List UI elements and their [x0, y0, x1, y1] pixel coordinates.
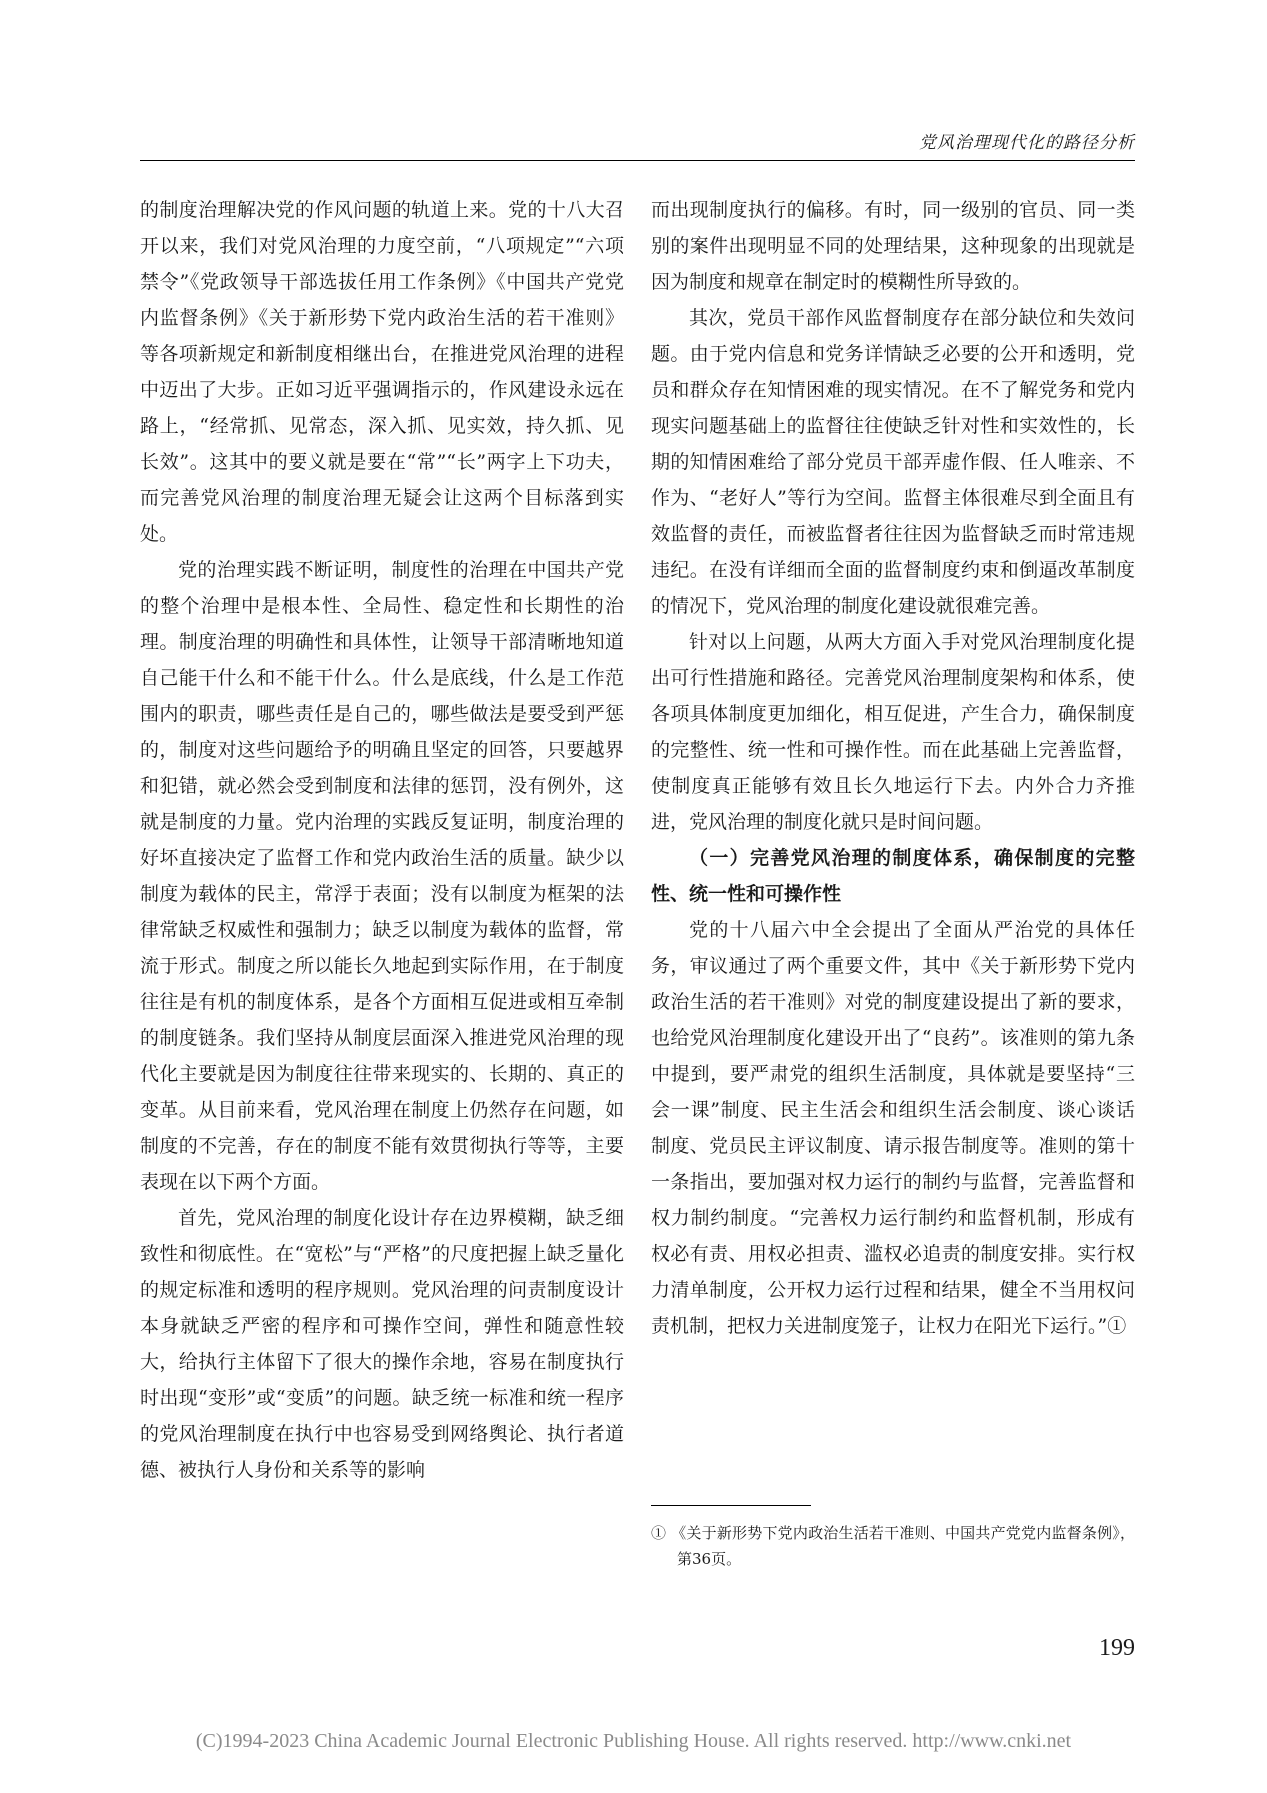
right-column [651, 192, 1135, 1344]
paragraph: 的制度治理解决党的作风问题的轨道上来。党的十八大召开以来，我们对党风治理的力度空前，“八项规定”“六项禁令”《党政领导干部选拔任用工作条例》《中国共产党党内监督条例》《关于新形势下党内政治生活的若干准则》等各项新规定和新制度相继出台，在推进党风治理的进程中迈出了大步。正如习近平强调指示的，作风建设永远在路上，“经常抓、见常态，深入抓、见实效，持久抓、见长效”。这其中的要义就是要在“常”“长”两字上下功夫，而完善党风治理的制度治理无疑会让这两个目标落到实处。 [140, 199, 624, 545]
paragraph: 其次，党员干部作风监督制度存在部分缺位和失效问题。由于党内信息和党务详情缺乏必要的公开和透明，党员和群众存在知情困难的现实情况。在不了解党务和党内现实问题基础上的监督往往使缺乏针对性和实效性的，长期的知情困难给了部分党员干部弄虚作假、任人唯亲、不作为、“老好人”等行为空间。监督主体很难尽到全面且有效监督的责任，而被监督者往往因为监督缺乏而时常违规违纪。在没有详细而全面的监督制度约束和倒逼改革制度的情况下，党风治理的制度化建设就很难完善。 [651, 307, 1135, 617]
paragraph: 党的十八届六中全会提出了全面从严治党的具体任务，审议通过了两个重要文件，其中《关于新形势下党内政治生活的若干准则》对党的制度建设提出了新的要求，也给党风治理制度化建设开出了“良药”。该准则的第九条中提到，要严肃党的组织生活制度，具体就是要坚持“三会一课”制度、民主生活会和组织生活会制度、谈心谈话制度、党员民主评议制度、请示报告制度等。准则的第十一条指出，要加强对权力运行的制约与监督，完善监督和权力制约制度。“完善权力运行制约和监督机制，形成有权必有责、用权必担责、滥权必追责的制度安排。实行权力清单制度，公开权力运行过程和结果，健全不当用权问责机制，把权力关进制度笼子，让权力在阳光下运行。”① [651, 919, 1135, 1337]
paragraph: 党的治理实践不断证明，制度性的治理在中国共产党的整个治理中是根本性、全局性、稳定性和长期性的治理。制度治理的明确性和具体性，让领导干部清晰地知道自己能干什么和不能干什么。什么是底线，什么是工作范围内的职责，哪些责任是自己的，哪些做法是要受到严惩的，制度对这些问题给予的明确且坚定的回答，只要越界和犯错，就必然会受到制度和法律的惩罚，没有例外，这就是制度的力量。党内治理的实践反复证明，制度治理的好坏直接决定了监督工作和党内政治生活的质量。缺少以制度为载体的民主，常浮于表面；没有以制度为框架的法律常缺乏权威性和强制力；缺乏以制度为载体的监督，常流于形式。制度之所以能长久地起到实际作用，在于制度往往是有机的制度体系，是各个方面相互促进或相互牵制的制度链条。我们坚持从制度层面深入推进党风治理的现代化主要就是因为制度往往带来现实的、长期的、真正的变革。从目前来看，党风治理在制度上仍然存在问题，如制度的不完善，存在的制度不能有效贯彻执行等等，主要表现在以下两个方面。 [140, 559, 624, 1193]
footnote-rule [651, 1505, 811, 1506]
paragraph: 针对以上问题，从两大方面入手对党风治理制度化提出可行性措施和路径。完善党风治理制度架构和体系，使各项具体制度更加细化，相互促进，产生合力，确保制度的完整性、统一性和可操作性。而在此基础上完善监督，使制度真正能够有效且长久地运行下去。内外合力齐推进，党风治理的制度化就只是时间问题。 [651, 631, 1135, 833]
footnote: ① 《关于新形势下党内政治生活若干准则、中国共产党党内监督条例》，第36页。 [651, 1524, 1135, 1568]
copyright-watermark: (C)1994-2023 China Academic Journal Electronic Publishing House. All rights reserved. http://www.cnki.net [195, 1730, 1072, 1752]
section-heading: （一）完善党风治理的制度体系，确保制度的完整性、统一性和可操作性 [651, 847, 1135, 905]
running-title: 党风治理现代化的路径分析 [919, 133, 1135, 153]
paragraph: 首先，党风治理的制度化设计存在边界模糊，缺乏细致性和彻底性。在“宽松”与“严格”的尺度把握上缺乏量化的规定标准和透明的程序规则。党风治理的问责制度设计本身就缺乏严密的程序和可操作空间，弹性和随意性较大，给执行主体留下了很大的操作余地，容易在制度执行时出现“变形”或“变质”的问题。缺乏统一标准和统一程序的党风治理制度在执行中也容易受到网络舆论、执行者道德、被执行人身份和关系等的影响 [140, 1207, 624, 1481]
page-number: 199 [1099, 1635, 1135, 1661]
header-rule [140, 160, 1135, 161]
paragraph: 而出现制度执行的偏移。有时，同一级别的官员、同一类别的案件出现明显不同的处理结果，这种现象的出现就是因为制度和规章在制定时的模糊性所导致的。 [651, 199, 1135, 293]
left-column [140, 192, 624, 1488]
